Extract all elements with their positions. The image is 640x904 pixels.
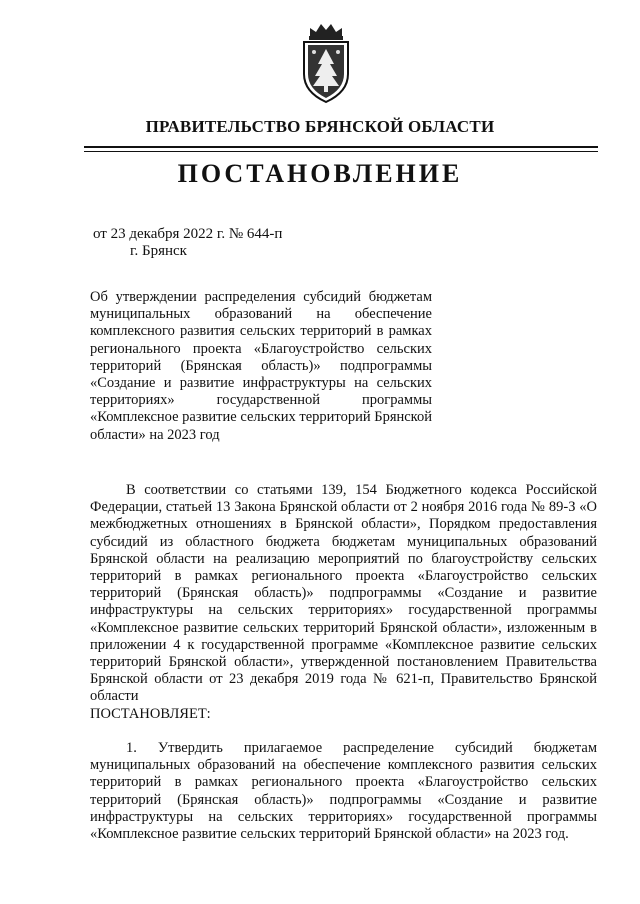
decree-word: ПОСТАНОВЛЯЕТ: xyxy=(90,706,211,722)
government-name: ПРАВИТЕЛЬСТВО БРЯНСКОЙ ОБЛАСТИ xyxy=(145,117,495,136)
document-title: ПОСТАНОВЛЕНИЕ xyxy=(177,159,463,188)
document-date-number: от 23 декабря 2022 г. № 644-п xyxy=(93,226,283,242)
header-rule-thick xyxy=(84,146,598,148)
document-city: г. Брянск xyxy=(130,243,187,259)
coat-of-arms-icon xyxy=(296,22,356,107)
item-1-paragraph: 1. Утвердить прилагаемое распределение субсидий бюджетам муниципальных образований на обеспечение комплексного развития сельских территорий в рамках регионального проекта «Благоустройство сельских территорий (Брянская область)» подпрограммы «Создание и развитие инфраструктуры на сельских территориях» государственной программы «Комплексное развитие сельских территорий Брянской области» на 2023 год. xyxy=(90,740,597,843)
document-subject: Об утверждении распределения субсидий бюджетам муниципальных образований на обеспечение комплексного развития сельских территорий в рамках регионального проекта «Благоустройство сельских территорий (Брянская область)» подпрограммы «Создание и развитие инфраструктуры на сельских территориях» государственной программы «Комплексное развитие сельских территорий Брянской области» на 2023 год xyxy=(90,289,432,443)
preamble-paragraph: В соответствии со статьями 139, 154 Бюджетного кодекса Российской Федерации, статьей 13 Закона Брянской области от 2 ноября 2016 года № 89-З «О межбюджетных отношениях в Брянской области», Порядком предоставления субсидий из областного бюджета бюджетам муниципальных образований Брянской области на реализацию мероприятий по благоустройству сельских территорий в рамках регионального проекта «Благоустройство сельских территорий (Брянская область)» подпрограммы «Создание и развитие инфраструктуры на сельских территориях» государственной программы «Комплексное развитие сельских территорий Брянской области», изложенным в приложении 4 к государственной программе «Комплексное развитие сельских территорий Брянской области», утвержденной постановлением Правительства Брянской области от 23 декабря 2019 года № 621-п, Правительство Брянской области xyxy=(90,482,597,705)
header-rule-thin xyxy=(84,151,598,152)
